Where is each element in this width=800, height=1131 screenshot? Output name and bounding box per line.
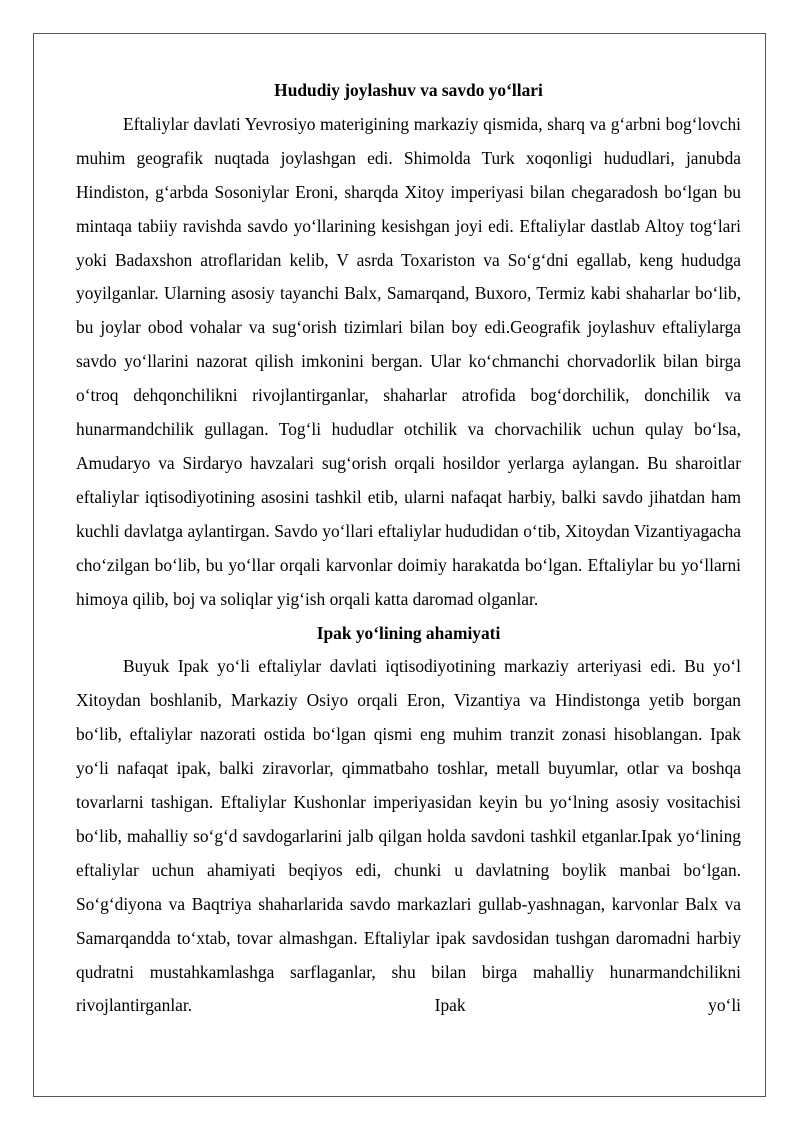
section-heading-territory: Hududiy joylashuv va savdo yo‘llari [274, 80, 543, 100]
section-paragraph-territory: Eftaliylar davlati Yevrosiyo materigining markaziy qismida, sharq va g‘arbni bog‘lovchi muhim geografik nuqtada joylashgan edi. Shimolda Turk xoqonligi hududlari, janubda Hindiston, g‘arbda Sosoniylar Eroni, sharqda Xitoy imperiyasi bilan chegaradosh bo‘lgan bu mintaqa tabiiy ravishda savdo yo‘llarining kesishgan joyi edi. Eftaliylar dastlab Altoy tog‘lari yoki Badaxshon atroflaridan kelib, V asrda Toxariston va So‘g‘dni egallab, keng hududga yoyilganlar. Ularning asosiy tayanchi Balx, Samarqand, Buxoro, Termiz kabi shaharlar bo‘lib, bu joylar obod vohalar va sug‘orish tizimlari bilan boy edi.Geografik joylashuv eftaliylarga savdo yo‘llarini nazorat qilish imkonini bergan. Ular ko‘chmanchi chorvadorlik bilan birga o‘troq dehqonchilikni rivojlantirganlar, shaharlar atrofida bog‘dorchilik, donchilik va hunarmandchilik gullagan. Tog‘li hududlar otchilik va chorvachilik uchun qulay bo‘lsa, Amudaryo va Sirdaryo havzalari sug‘orish orqali hosildor yerlarga aylangan. Bu sharoitlar eftaliylar iqtisodiyotining asosini tashkil etib, ularni nafaqat harbiy, balki savdo jihatdan ham kuchli davlatga aylantirgan. Savdo yo‘llari eftaliylar hududidan o‘tib, Xitoydan Vizantiyagacha cho‘zilgan bo‘lib, bu yo‘llar orqali karvonlar doimiy harakatda bo‘lgan. Eftaliylar bu yo‘llarni himoya qilib, boj va soliqlar yig‘ish orqali katta daromad olganlar. [76, 113, 741, 609]
section-paragraph-silk-road: Buyuk Ipak yo‘li eftaliylar davlati iqtisodiyotining markaziy arteriyasi edi. Bu yo‘l Xitoydan boshlanib, Markaziy Osiyo orqali Eron, Vizantiya va Hindistonga yetib borgan bo‘lib, eftaliylar nazorati ostida bo‘lgan qismi eng muhim tranzit zonasi hisoblangan. Ipak yo‘li nafaqat ipak, balki ziravorlar, qimmatbaho toshlar, metall buyumlar, otlar va boshqa tovarlarni tashigan. Eftaliylar Kushonlar imperiyasidan keyin bu yo‘lning asosiy vositachisi bo‘lib, mahalliy so‘g‘d savdogarlarini jalb qilgan holda savdoni tashkil etganlar.Ipak yo‘lining eftaliylar uchun ahamiyati beqiyos edi, chunki u davlatning boylik manbai bo‘lgan. So‘g‘diyona va Baqtriya shaharlarida savdo markazlari gullab-yashnagan, karvonlar Balx va Samarqandda to‘xtab, tovar almashgan. Eftaliylar ipak savdosidan tushgan daromadni harbiy qudratni mustahkamlashga sarflaganlar, shu bilan birga mahalliy hunarmandchilikni rivojlantirganlar. Ipak yo‘li [76, 656, 741, 1016]
document-body [76, 74, 741, 1023]
section-heading-silk-road: Ipak yo‘lining ahamiyati [316, 622, 501, 643]
